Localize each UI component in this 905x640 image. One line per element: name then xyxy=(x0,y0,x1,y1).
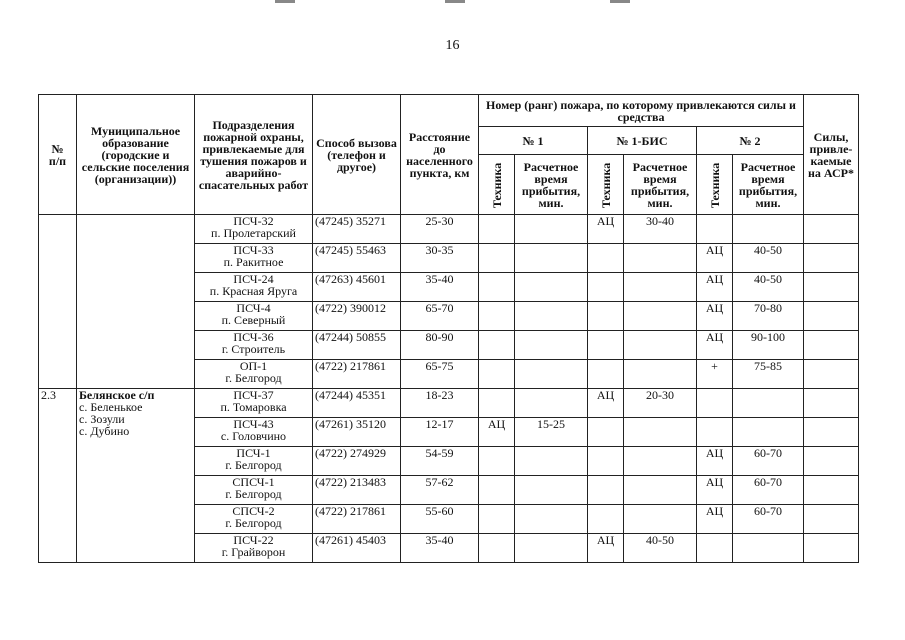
asr-cell xyxy=(804,215,859,244)
rank1bis-time-cell xyxy=(624,476,697,505)
rank1-time-cell xyxy=(515,273,588,302)
rank1bis-time-cell xyxy=(624,302,697,331)
phone-cell: (47261) 35120 xyxy=(313,418,401,447)
phone-cell: (4722) 217861 xyxy=(313,360,401,389)
rank1bis-time-cell xyxy=(624,447,697,476)
header-num: № п/п xyxy=(39,95,77,215)
distance-cell: 55-60 xyxy=(401,505,479,534)
rank1bis-tech-cell xyxy=(588,505,624,534)
distance-cell: 35-40 xyxy=(401,534,479,563)
unit-cell xyxy=(195,360,313,389)
asr-cell xyxy=(804,476,859,505)
rank2-tech-cell xyxy=(697,389,733,418)
asr-cell xyxy=(804,389,859,418)
rank2-time-cell xyxy=(733,418,804,447)
header-tech: Техника xyxy=(588,155,624,215)
rank1-time-cell xyxy=(515,302,588,331)
unit-location: с. Головчино xyxy=(220,429,287,443)
rank1-tech-cell xyxy=(479,505,515,534)
phone-cell: (47261) 45403 xyxy=(313,534,401,563)
rank2-time-cell: 70-80 xyxy=(733,302,804,331)
header-rank1bis: № 1-БИС xyxy=(588,127,697,155)
unit-name: СПСЧ-1 xyxy=(232,475,275,489)
rank1-tech-cell xyxy=(479,534,515,563)
rank1-time-cell xyxy=(515,244,588,273)
unit-cell xyxy=(195,244,313,273)
settlement-name: с. Зозули xyxy=(79,412,125,426)
page-number: 16 xyxy=(445,38,460,53)
phone-cell: (4722) 217861 xyxy=(313,505,401,534)
rank2-tech-cell xyxy=(697,534,733,563)
rank2-tech-cell: АЦ xyxy=(697,476,733,505)
municipality-cell xyxy=(77,215,195,389)
rank1bis-tech-cell: АЦ xyxy=(588,215,624,244)
unit-location: п. Пролетарский xyxy=(211,226,296,240)
asr-cell xyxy=(804,244,859,273)
unit-name: ПСЧ-37 xyxy=(233,388,274,402)
rank1bis-tech-cell xyxy=(588,273,624,302)
unit-location: г. Строитель xyxy=(221,342,286,356)
distance-cell: 35-40 xyxy=(401,273,479,302)
rank2-tech-cell xyxy=(697,215,733,244)
rank2-tech-cell xyxy=(697,418,733,447)
rank1-tech-cell xyxy=(479,273,515,302)
rank1-tech-cell xyxy=(479,476,515,505)
rank2-tech-cell: АЦ xyxy=(697,447,733,476)
rank2-time-cell: 60-70 xyxy=(733,476,804,505)
municipality-title: Белянское с/п xyxy=(79,388,155,402)
header-time: Расчетное время прибытия, мин. xyxy=(733,155,804,215)
rank1-tech-cell xyxy=(479,447,515,476)
phone-cell: (47245) 35271 xyxy=(313,215,401,244)
header-time: Расчетное время прибытия, мин. xyxy=(515,155,588,215)
asr-cell xyxy=(804,418,859,447)
unit-location: г. Белгород xyxy=(225,516,282,530)
table-row xyxy=(39,215,859,244)
unit-location: п. Ракитное xyxy=(223,255,284,269)
rank1-time-cell xyxy=(515,360,588,389)
rank1bis-time-cell: 40-50 xyxy=(624,534,697,563)
phone-cell: (4722) 213483 xyxy=(313,476,401,505)
header-tech: Техника xyxy=(697,155,733,215)
asr-cell xyxy=(804,302,859,331)
phone-cell: (4722) 274929 xyxy=(313,447,401,476)
header-distance: Расстояние до населенного пункта, км xyxy=(401,95,479,215)
unit-location: п. Северный xyxy=(221,313,286,327)
distance-cell: 57-62 xyxy=(401,476,479,505)
unit-cell xyxy=(195,302,313,331)
rank2-time-cell xyxy=(733,215,804,244)
rank1-tech-cell: АЦ xyxy=(479,418,515,447)
rank1-tech-cell xyxy=(479,244,515,273)
scan-mark xyxy=(610,0,630,3)
rank1-time-cell xyxy=(515,476,588,505)
rank2-time-cell: 90-100 xyxy=(733,331,804,360)
rank1-time-cell xyxy=(515,331,588,360)
header-fire-rank: Номер (ранг) пожара, по которому привлекаются силы и средства xyxy=(479,95,804,127)
rank1bis-time-cell xyxy=(624,273,697,302)
rank1bis-time-cell xyxy=(624,331,697,360)
rank2-tech-cell: + xyxy=(697,360,733,389)
header-rank2: № 2 xyxy=(697,127,804,155)
rank2-time-cell: 60-70 xyxy=(733,447,804,476)
unit-cell xyxy=(195,505,313,534)
unit-name: ПСЧ-36 xyxy=(233,330,274,344)
unit-cell xyxy=(195,447,313,476)
rank2-tech-cell: АЦ xyxy=(697,505,733,534)
unit-name: СПСЧ-2 xyxy=(232,504,275,518)
rank1-tech-cell xyxy=(479,389,515,418)
table-row xyxy=(39,389,859,418)
distance-cell: 30-35 xyxy=(401,244,479,273)
rank1-time-cell xyxy=(515,505,588,534)
rank2-time-cell xyxy=(733,534,804,563)
rank1bis-time-cell xyxy=(624,244,697,273)
row-num-cell: 2.3 xyxy=(39,389,77,563)
phone-cell: (47245) 55463 xyxy=(313,244,401,273)
header-municipality: Муниципальное образование (городские и сельские поселения (организации)) xyxy=(77,95,195,215)
unit-location: г. Грайворон xyxy=(221,545,286,559)
unit-location: г. Белгород xyxy=(225,487,282,501)
rank1-time-cell xyxy=(515,215,588,244)
rank2-time-cell: 40-50 xyxy=(733,273,804,302)
unit-name: ПСЧ-32 xyxy=(233,214,274,228)
settlement-name: с. Дубино xyxy=(79,424,130,438)
unit-cell xyxy=(195,215,313,244)
rank1bis-time-cell: 20-30 xyxy=(624,389,697,418)
unit-cell xyxy=(195,534,313,563)
rank1-time-cell xyxy=(515,534,588,563)
rank1-tech-cell xyxy=(479,331,515,360)
unit-name: ПСЧ-4 xyxy=(236,301,271,315)
distance-cell: 18-23 xyxy=(401,389,479,418)
unit-cell xyxy=(195,331,313,360)
asr-cell xyxy=(804,534,859,563)
scan-mark xyxy=(445,0,465,3)
header-tech: Техника xyxy=(479,155,515,215)
distance-cell: 54-59 xyxy=(401,447,479,476)
header-units: Подразделения пожарной охраны, привлекаемые для тушения пожаров и аварийно-спасательных работ xyxy=(195,95,313,215)
asr-cell xyxy=(804,447,859,476)
municipality-cell xyxy=(77,389,195,563)
unit-location: п. Красная Яруга xyxy=(209,284,298,298)
phone-cell: (47263) 45601 xyxy=(313,273,401,302)
unit-name: ОП-1 xyxy=(239,359,268,373)
distance-cell: 80-90 xyxy=(401,331,479,360)
rank2-time-cell: 40-50 xyxy=(733,244,804,273)
rank2-tech-cell: АЦ xyxy=(697,244,733,273)
rank1-time-cell: 15-25 xyxy=(515,418,588,447)
asr-cell xyxy=(804,360,859,389)
rank1bis-tech-cell xyxy=(588,476,624,505)
rank2-tech-cell: АЦ xyxy=(697,331,733,360)
rank1bis-time-cell xyxy=(624,360,697,389)
rank1bis-tech-cell xyxy=(588,360,624,389)
rank2-time-cell: 60-70 xyxy=(733,505,804,534)
unit-name: ПСЧ-22 xyxy=(233,533,274,547)
header-asr: Силы, привле-каемые на АСР* xyxy=(804,95,859,215)
unit-name: ПСЧ-43 xyxy=(233,417,274,431)
rank2-tech-cell: АЦ xyxy=(697,273,733,302)
phone-cell: (47244) 45351 xyxy=(313,389,401,418)
rank1-time-cell xyxy=(515,389,588,418)
header-time: Расчетное время прибытия, мин. xyxy=(624,155,697,215)
asr-cell xyxy=(804,505,859,534)
rank1bis-tech-cell xyxy=(588,244,624,273)
rank1bis-tech-cell: АЦ xyxy=(588,389,624,418)
rank1bis-time-cell: 30-40 xyxy=(624,215,697,244)
distance-cell: 65-70 xyxy=(401,302,479,331)
unit-name: ПСЧ-1 xyxy=(236,446,271,460)
unit-location: г. Белгород xyxy=(225,371,282,385)
rank1bis-tech-cell xyxy=(588,447,624,476)
rank1-time-cell xyxy=(515,447,588,476)
phone-cell: (47244) 50855 xyxy=(313,331,401,360)
settlement-name: с. Беленькое xyxy=(79,400,143,414)
rank2-time-cell xyxy=(733,389,804,418)
phone-cell: (4722) 390012 xyxy=(313,302,401,331)
unit-cell xyxy=(195,273,313,302)
distance-cell: 65-75 xyxy=(401,360,479,389)
rank2-tech-cell: АЦ xyxy=(697,302,733,331)
asr-cell xyxy=(804,331,859,360)
unit-location: г. Белгород xyxy=(225,458,282,472)
distance-cell: 12-17 xyxy=(401,418,479,447)
rank1-tech-cell xyxy=(479,360,515,389)
header-call-method: Способ вызова (телефон и другое) xyxy=(313,95,401,215)
rank1bis-tech-cell xyxy=(588,418,624,447)
rank1bis-tech-cell xyxy=(588,302,624,331)
unit-cell xyxy=(195,389,313,418)
rank1-tech-cell xyxy=(479,302,515,331)
unit-name: ПСЧ-24 xyxy=(233,272,274,286)
header-rank1: № 1 xyxy=(479,127,588,155)
rank1bis-time-cell xyxy=(624,505,697,534)
unit-name: ПСЧ-33 xyxy=(233,243,274,257)
distance-cell: 25-30 xyxy=(401,215,479,244)
unit-location: п. Томаровка xyxy=(220,400,287,414)
rank1bis-tech-cell: АЦ xyxy=(588,534,624,563)
fire-units-table xyxy=(38,94,859,563)
rank1-tech-cell xyxy=(479,215,515,244)
asr-cell xyxy=(804,273,859,302)
rank1bis-time-cell xyxy=(624,418,697,447)
rank1bis-tech-cell xyxy=(588,331,624,360)
unit-cell xyxy=(195,418,313,447)
row-num-cell xyxy=(39,215,77,389)
scan-mark xyxy=(275,0,295,3)
unit-cell xyxy=(195,476,313,505)
rank2-time-cell: 75-85 xyxy=(733,360,804,389)
